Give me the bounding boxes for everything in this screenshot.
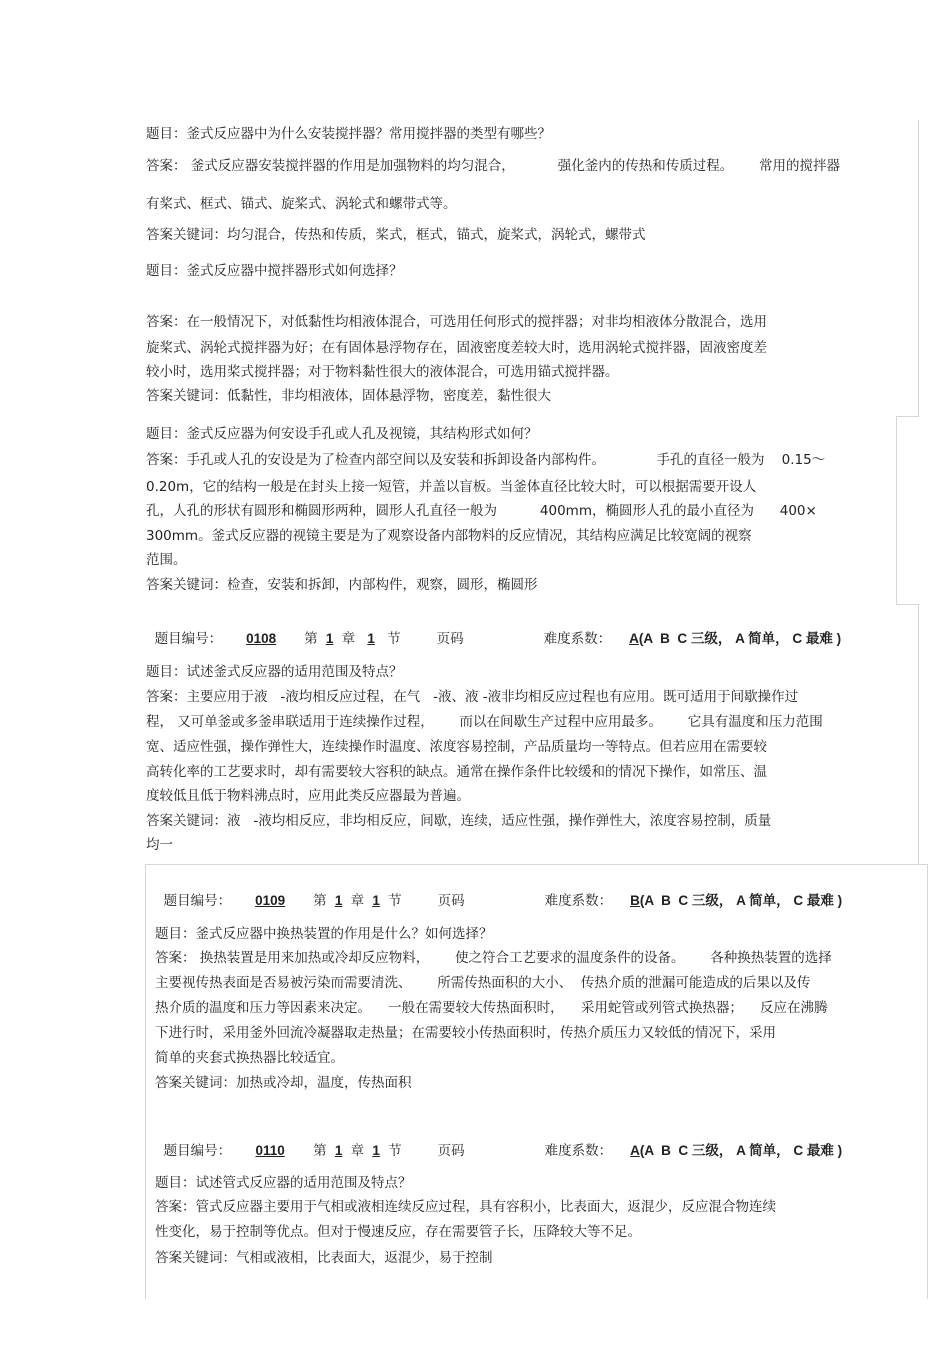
question-text: 题目：釜式反应器中搅拌器形式如何选择？: [146, 263, 403, 279]
difficulty-scale: (A B C 三级， A 简单， C 最难 ): [639, 893, 843, 908]
question-code: 0108: [246, 631, 277, 646]
answer-line: 热介质的温度和压力等因素来决定。 一般在需要较大传热面积时， 采用蛇管或列管式换热器； 反应在沸腾: [155, 1000, 828, 1016]
answer-line: 有桨式、框式、锚式、旋桨式、涡轮式和螺带式等。: [146, 196, 457, 212]
meta-label: 题目编号：: [163, 1143, 232, 1159]
difficulty-scale: (A B C 三级， A 简单， C 最难 ): [639, 1143, 843, 1158]
frame-rule: [145, 864, 146, 1299]
answer-line: 孔，人孔的形状有圆形和椭圆形两种，圆形人孔直径一般为 400mm，椭圆形人孔的最小直径为 400×: [146, 503, 817, 519]
frame-rule: [145, 864, 928, 865]
section-number: 1: [367, 631, 375, 646]
section-suffix: 节: [387, 631, 401, 647]
keywords-text: 答案关键词：气相或液相，比表面大，返混少，易于控制: [155, 1250, 493, 1266]
answer-line: 度较低且低于物料沸点时，应用此类反应器最为普遍。: [146, 788, 470, 804]
answer-line: 答案：手孔或人孔的安设是为了检查内部空间以及安装和拆卸设备内部构件。 手孔的直径一般为 0.15～: [146, 452, 826, 468]
keywords-text: 答案关键词：加热或冷却，温度，传热面积: [155, 1075, 412, 1091]
keywords-text: 答案关键词：低黏性，非均相液体，固体悬浮物，密度差，黏性很大: [146, 388, 551, 404]
meta-label: 题目编号：: [154, 631, 223, 647]
question-code: 0109: [255, 893, 286, 908]
frame-rule: [896, 604, 919, 605]
frame-rule: [896, 416, 897, 604]
question-text: 题目：釜式反应器中换热装置的作用是什么？如何选择？: [155, 926, 493, 942]
answer-line: 旋桨式、涡轮式搅拌器为好；在有固体悬浮物存在，固液密度差较大时，选用涡轮式搅拌器，固液密度差: [146, 340, 767, 356]
page-label: 页码: [437, 893, 465, 909]
question-text: 题目：釜式反应器中为什么安装搅拌器？常用搅拌器的类型有哪些？: [146, 126, 551, 142]
answer-line: 高转化率的工艺要求时，却有需要较大容积的缺点。通常在操作条件比较缓和的情况下操作，如常压、温: [146, 764, 767, 780]
difficulty-label: 难度系数：: [543, 631, 612, 647]
chapter-prefix: 第: [313, 1143, 327, 1159]
answer-line: 答案：管式反应器主要用于气相或液相连续反应过程，具有容积小，比表面大，返混少，反应混合物连续: [155, 1199, 776, 1215]
section-suffix: 节: [388, 893, 402, 909]
question-meta-row: [155, 874, 842, 910]
keywords-text: 答案关键词：液 -液均相反应，非均相反应，间歇，连续，适应性强，操作弹性大，浓度容易控制，质量: [146, 813, 772, 829]
answer-line: 范围。: [146, 552, 187, 568]
chapter-number: 1: [325, 631, 334, 646]
difficulty-label: 难度系数：: [544, 893, 613, 909]
answer-line: 300mm。釜式反应器的视镜主要是为了观察设备内部物料的反应情况，其结构应满足比较宽阔的视察: [146, 528, 752, 544]
section-number: 1: [372, 893, 380, 908]
keywords-text: 均一: [146, 837, 173, 853]
frame-rule: [918, 120, 919, 416]
meta-label: 题目编号：: [163, 893, 232, 909]
keywords-text: 答案关键词：检查，安装和拆卸，内部构件，观察，圆形，椭圆形: [146, 577, 538, 593]
answer-line: 性变化，易于控制等优点。但对于慢速反应，存在需要管子长，压降较大等不足。: [155, 1224, 641, 1240]
answer-line: 答案：主要应用于液 -液均相反应过程，在气 -液、液 -液非均相反应过程也有应用。既可适用于间歇操作过: [146, 689, 799, 705]
question-text: 题目：试述管式反应器的适用范围及特点？: [155, 1175, 412, 1191]
question-meta-row: [146, 612, 841, 648]
answer-line: 简单的夹套式换热器比较适宜。: [155, 1050, 344, 1066]
keywords-text: 答案关键词：均匀混合，传热和传质，桨式，框式，锚式，旋桨式，涡轮式，螺带式: [146, 227, 646, 243]
question-code: 0110: [255, 1143, 285, 1158]
answer-line: 宽、适应性强，操作弹性大，连续操作时温度、浓度容易控制，产品质量均一等特点。但若应用在需要较: [146, 739, 767, 755]
frame-rule: [918, 604, 919, 864]
chapter-prefix: 第: [304, 631, 318, 647]
difficulty-scale: (A B C 三级， A 简单， C 最难 ): [638, 631, 842, 646]
answer-line: 较小时，选用桨式搅拌器；对于物料黏性很大的液体混合，可选用锚式搅拌器。: [146, 364, 619, 380]
chapter-suffix: 章: [350, 1143, 365, 1159]
section-number: 1: [372, 1143, 380, 1158]
difficulty-value: B: [630, 893, 640, 908]
difficulty-value: A: [630, 1143, 640, 1158]
answer-line: 答案： 釜式反应器安装搅拌器的作用是加强物料的均匀混合， 强化釜内的传热和传质过程。 常用的搅拌器: [146, 158, 840, 174]
chapter-number: 1: [334, 893, 343, 908]
page-label: 页码: [437, 1143, 465, 1159]
frame-rule: [896, 416, 919, 417]
chapter-number: 1: [334, 1143, 343, 1158]
section-suffix: 节: [388, 1143, 402, 1159]
answer-line: 答案： 换热装置是用来加热或冷却反应物料， 使之符合工艺要求的温度条件的设备。 各种换热装置的选择: [155, 950, 832, 966]
question-meta-row: [155, 1124, 842, 1160]
answer-line: 0.20m，它的结构一般是在封头上接一短管，并盖以盲板。当釜体直径比较大时，可以根据需要开设人: [146, 479, 757, 495]
page-label: 页码: [436, 631, 464, 647]
answer-line: 下进行时，采用釜外回流冷凝器取走热量；在需要较小传热面积时，传热介质压力又较低的情况下，采用: [155, 1025, 776, 1041]
chapter-suffix: 章: [341, 631, 356, 647]
answer-line: 答案：在一般情况下，对低黏性均相液体混合，可选用任何形式的搅拌器；对非均相液体分散混合，选用: [146, 314, 767, 330]
answer-line: 主要视传热表面是否易被污染而需要清洗、 所需传热面积的大小、 传热介质的泄漏可能造成的后果以及传: [155, 975, 811, 991]
chapter-prefix: 第: [313, 893, 327, 909]
question-text: 题目：釜式反应器为何安设手孔或人孔及视镜，其结构形式如何？: [146, 426, 538, 442]
difficulty-label: 难度系数：: [544, 1143, 613, 1159]
answer-line: 程， 又可单釜或多釜串联适用于连续操作过程， 而以在间歇生产过程中应用最多。 它具有温度和压力范围: [146, 714, 823, 730]
question-text: 题目：试述釜式反应器的适用范围及特点？: [146, 664, 403, 680]
frame-rule: [927, 864, 928, 1299]
chapter-suffix: 章: [350, 893, 365, 909]
difficulty-value: A: [629, 631, 639, 646]
